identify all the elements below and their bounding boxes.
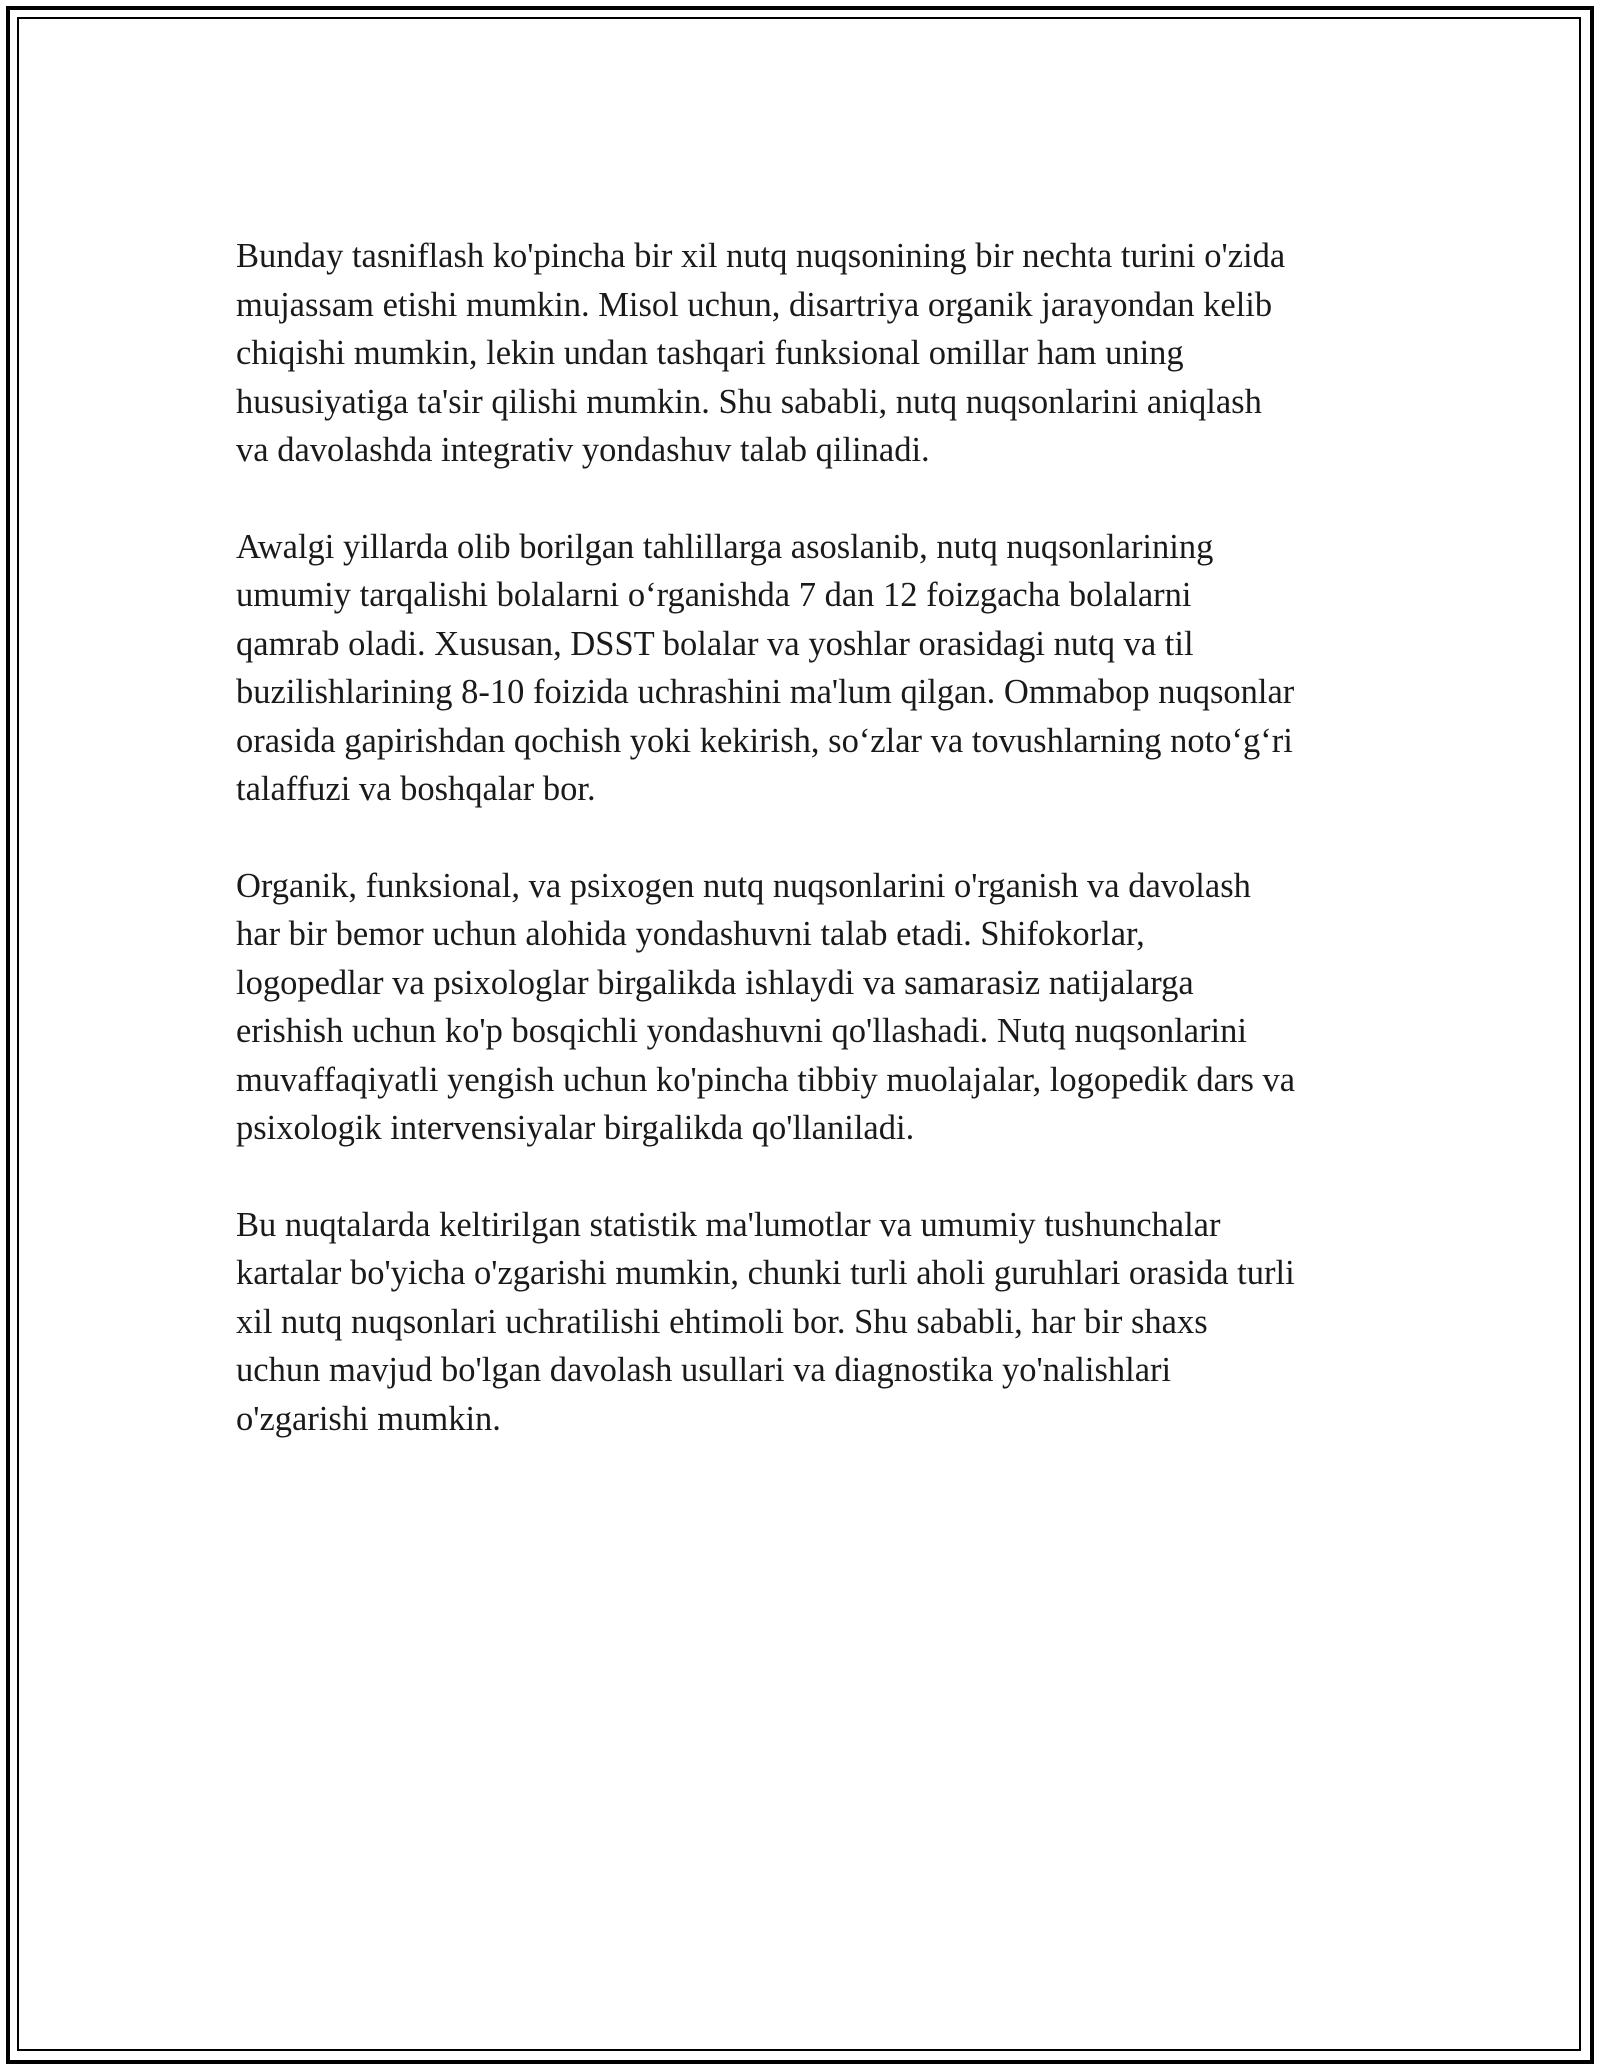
paragraph-4: Bu nuqtalarda keltirilgan statistik ma'lumotlar va umumiy tushunchalar kartalar bo'yicha o'zgarishi mumkin, chunki turli aholi guruhlari orasida turli xil nutq nuqsonlari uchratilishi ehtimoli bor. Shu sababli, har bir shaxs uchun mavjud bo'lgan davolash usullari va diagnostika yo'nalishlari o'zgarishi mumkin. xyxy=(236,1205,1295,1438)
paragraph-1: Bunday tasniflash ko'pincha bir xil nutq nuqsonining bir nechta turini o'zida mujassam etishi mumkin. Misol uchun, disartriya organik jarayondan kelib chiqishi mumkin, lekin undan tashqari funksional omillar ham uning hususiyatiga ta'sir qilishi mumkin. Shu sababli, nutq nuqsonlarini aniqlash va davolashda integrativ yondashuv talab qilinadi. xyxy=(236,237,1286,469)
paragraph-2: Awalgi yillarda olib borilgan tahlillarga asoslanib, nutq nuqsonlarining umumiy tarqalishi bolalarni o‘rganishda 7 dan 12 foizgacha bolalarni qamrab oladi. Xususan, DSST bolalar va yoshlar orasidagi nutq va til buzilishlarining 8-10 foizida uchrashini ma'lum qilgan. Ommabop nuqsonlar orasida gapirishdan qochish yoki kekirish, so‘zlar va tovushlarning noto‘g‘ri talaffuzi va boshqalar bor. xyxy=(236,527,1295,808)
paragraph-3: Organik, funksional, va psixogen nutq nuqsonlarini o'rganish va davolash har bir bemor uchun alohida yondashuvni talab etadi. Shifokorlar, logopedlar va psixologlar birgalikda ishlaydi va samarasiz natijalarga erishish uchun ko'p bosqichli yondashuvni qo'llashadi. Nutq nuqsonlarini muvaffaqiyatli yengish uchun ko'pincha tibbiy muolajalar, logopedik dars va psixologik intervensiyalar birgalikda qo'llaniladi. xyxy=(236,866,1296,1147)
document-body xyxy=(236,232,1366,1491)
